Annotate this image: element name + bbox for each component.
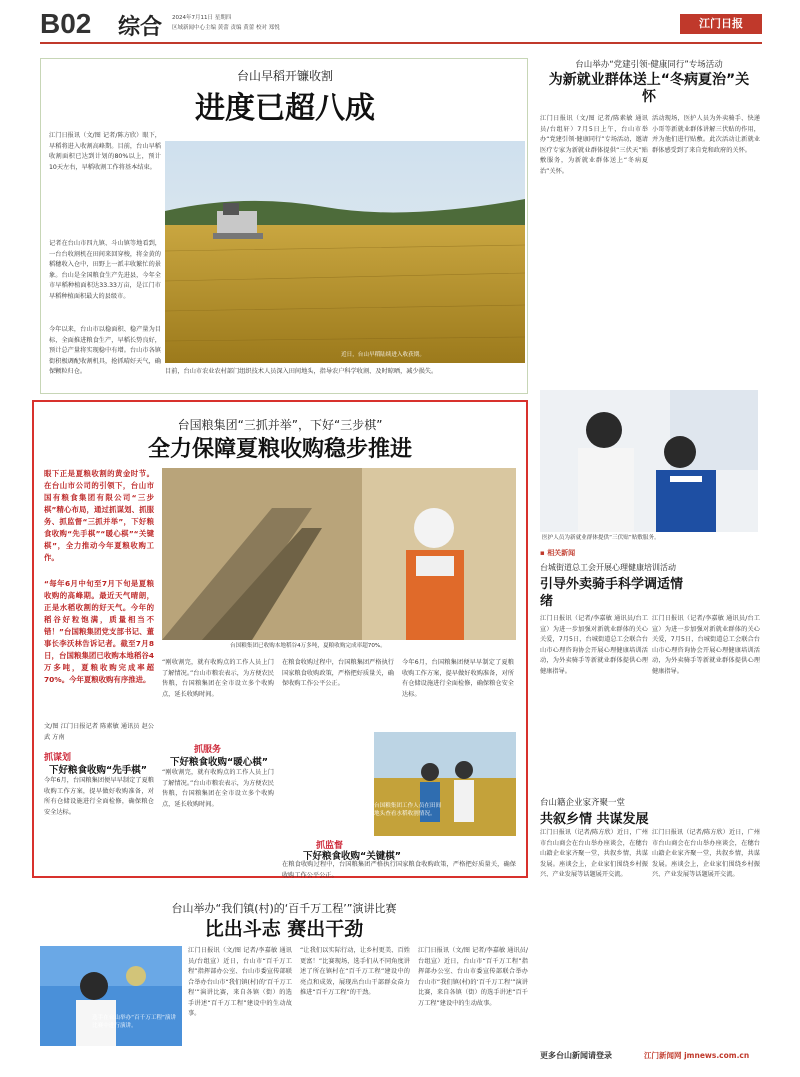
article-body: 今年6月，台国粮集团便早早制定了夏粮收购工作方案，提早做好收购准备，对所有仓储设施进行全面检修，确保粮仓安全达标。 [402,659,514,698]
section-label: 抓谋划 [44,753,72,763]
article-lead: 江门日报讯（文/图 记者/陈方欣）眼下，早稻将进入收割高峰期。目前，台山早稻收割面积已达到计划的80%以上，预计10天左右，早稻收割工作将基本结束。 [49,132,161,171]
photo-caption: 医护人员为新就业群体提供“三伏贴”贴敷服务。 [542,535,660,541]
article-body: “让我们以实际行动，让乡村更美、百姓更富！”比赛现场，选手们从不同角度讲述了所在镇村在“百千万工程”建设中的亮点和成效，展现出台山干部群众奋力推进“百千万工程”的干劲。 [300,947,410,996]
article-headline: 引导外卖骑手科学调适情绪 [540,577,684,609]
page-number: B02 [40,8,92,39]
tag-label: 相关新闻 [547,549,576,557]
article-subtitle: 台山举办“党建引领·健康同行”专场活动 [575,60,723,70]
article-rice-harvest [40,58,528,394]
newspaper-logo: 江门日报 [680,14,762,34]
article-speech-contest [40,896,528,1046]
article-headline: 全力保障夏粮收购稳步推进 [147,436,412,462]
article-body: 在粮食收购过程中，台国粮集团严格执行国家粮食收购政策，严格把好质量关，确保收购工作公平公正。 [282,659,394,687]
article-body: 江门日报讯（文/图 记者/李嘉敏 通讯员/台组宣）近日，台山市“百千万工程”指挥部办公室、台山市委宣传部联合举办台山市“我们镇(村)的‘百千万工程’”演讲比赛，来自各镇（街）的选手讲述“百千万工程”建设中的生动故事。 [418,947,528,1007]
article-headline: 比出斗志 赛出干劲 [204,918,364,940]
section-title: 下好粮食收购“关键棋” [303,851,401,862]
article-body: 记者在台山市四九镇、斗山镇等地看到，一台台收割机在田间来回穿梭，将金黄的稻穗收入仓中，田野上一派丰收繁忙的景象。台山是全国粮食生产先进县，今年全市早稻种植面积达33.33万亩，是江门市早稻种植面积最大的县级市。 [49,240,161,300]
article-headline: 共叙乡情 共谋发展 [540,812,649,827]
article-subtitle: 台国粮集团“三抓并举”，下好“三步棋” [177,418,383,432]
section-label: 抓监督 [316,841,344,851]
clinic-photo [540,390,758,532]
field-inspection-photo [374,732,516,836]
article-subtitle: 台山籍企业家齐聚一堂 [540,798,626,808]
article-body: 江门日报讯（记者/李嘉敏 通讯员/台工宣）为进一步加强对新就业群体的关心关爱，7月5日，台城街道总工会联合台山市心理咨询协会开展心理健康培训活动，为外卖骑手等新就业群体提供心理健康指导。 [540,615,648,675]
article-subtitle: 台山举办“我们镇(村)的‘百千万工程’”演讲比赛 [171,902,397,915]
article-body: 今年6月，台国粮集团便早早制定了夏粮收购工作方案，提早做好收购准备，对所有仓储设施进行全面检修，确保粮仓安全达标。 [44,777,154,816]
section-title: 下好粮食收购“暖心棋” [170,757,268,768]
article-body: “刚收割完，就有收购点的工作人员上门了解情况。”台山市粮农表示，为方便农民售粮，台国粮集团在全市设立多个收购点，延长收购时间。 [162,659,274,698]
article-body: 今年以来，台山市以稳面积、稳产量为目标，全面推进粮食生产，早稻长势良好，预计总产量将实现稳中有增。台山市各镇街积极调配收割机具，抢抓晴好天气，确保颗粒归仓。 [49,326,161,375]
article-body: 目前，台山市农业农村部门组织技术人员深入田间地头，指导农户科学收割、及时晾晒，减少损失。 [165,368,438,375]
footer-bar [536,1046,762,1066]
section-label: 抓服务 [194,745,222,755]
article-health-event [536,58,762,546]
page-header [40,8,762,42]
photo-caption: 近日，台山早稻陆续进入收获期。 [341,352,425,358]
header-date: 2024年7月11日 星期四 [172,15,232,21]
section-title: 下好粮食收购“先手棋” [49,765,147,776]
photo-caption: 台国粮集团工作人员在田间地头查看水稻收割情况。 [374,803,442,817]
article-body: “刚收割完，就有收购点的工作人员上门了解情况。”台山市粮农表示，为方便农民售粮，台国粮集团在全市设立多个收购点，延长收购时间。 [162,769,274,808]
news-site-link[interactable]: 江门新闻网 jmnews.com.cn [644,1051,750,1060]
header-editors: 区域新闻中心主编 黄蕾 责编 黄蕾 校对 郑悦 [172,25,280,31]
article-subtitle: 台山早稻开镰收割 [236,69,333,83]
article-body: 江门日报讯（记者/陈方欣）近日，广州市台山商会在台山举办座谈会，在穗台山籍企业家齐聚一堂，共叙乡情，共谋发展。座谈会上，企业家们围绕乡村振兴、产业发展等话题展开交流。 [652,829,760,878]
article-entrepreneurs [536,796,762,1046]
speaker-photo [40,946,182,1046]
article-body: 江门日报讯（记者/李嘉敏 通讯员/台工宣）为进一步加强对新就业群体的关心关爱，7月5日，台城街道总工会联合台山市心理咨询协会开展心理健康培训活动，为外卖骑手等新就业群体提供心理健康指导。 [652,615,760,675]
grain-worker-photo [162,468,516,640]
article-headline: 进度已超八成 [195,91,375,126]
article-body: 江门日报讯（文/图 记者/李嘉敏 通讯员/台组宣）近日，台山市“百千万工程”指挥部办公室、台山市委宣传部联合举办台山市“我们镇(村)的‘百千万工程’”演讲比赛，来自各镇（街）的选手讲述“百千万工程”建设中的生动故事。 [188,947,292,1017]
article-headline: 为新就业群体送上“冬病夏治”关怀 [548,72,750,105]
rice-field-photo [165,141,525,363]
article-lead: “每年6月中旬至7月下旬是夏粮收购的高峰期。最近天气晴朗，正是水稻收割的好天气。今年的稻谷好粒饱满，质量相当不错！”台国粮集团党支部书记、董事长李沃林告诉记者。截至7月8日，台国粮集团已收购本地稻谷4万多吨，夏粮收购完成率超70%。今年夏粮收购有序推进。 [44,579,154,684]
section-title: 综合 [118,15,163,40]
related-news-tag: ▪ 相关新闻 [540,549,576,557]
article-psych-training [536,548,762,798]
article-grain-purchase [32,400,528,878]
article-byline: 文/图 江门日报记者 陈素敏 通讯员 赵公武 方南 [44,723,154,741]
article-body: 活动现场，医护人员为外卖骑手、快递小哥等新就业群体讲解三伏贴的作用，并为他们进行贴敷。此次活动让新就业群体感受到了来自党和政府的关怀。 [652,115,760,154]
article-subtitle: 台城街道总工会开展心理健康培训活动 [540,563,676,572]
header-rule [40,42,762,44]
photo-caption: 选手在台山举办“百千万工程”演讲比赛中进行演讲。 [92,1015,177,1029]
more-news-text: 更多台山新闻请登录 [540,1051,612,1060]
article-body: 江门日报讯（记者/陈方欣）近日，广州市台山商会在台山举办座谈会，在穗台山籍企业家齐聚一堂，共叙乡情，共谋发展。座谈会上，企业家们围绕乡村振兴、产业发展等话题展开交流。 [540,829,648,878]
article-body: 江门日报讯（文/图 记者/陈素敏 通讯员/台组轩）7月5日上午，台山市举办“党建引领·健康同行”专场活动，邀请医疗专家为新就业群体提供“三伏天”贴敷服务，为新就业群体送上“冬病夏治”关怀。 [540,115,648,175]
photo-caption: 台国粮集团已收购本地稻谷4万多吨，夏粮收购完成率超70%。 [230,643,386,649]
article-lead: 眼下正是夏粮收割的黄金时节。在台山市公司的引领下，台山市国有粮食集团有限公司“三步棋”精心布局，通过抓谋划、抓服务、抓监督“三抓并举”，下好粮食收购“先手棋”“暖心棋”“关键棋”，全力推动今年夏粮收购工作。 [44,469,154,562]
article-body: 在粮食收购过程中，台国粮集团严格执行国家粮食收购政策，严格把好质量关，确保收购工作公平公正。 [282,861,516,879]
